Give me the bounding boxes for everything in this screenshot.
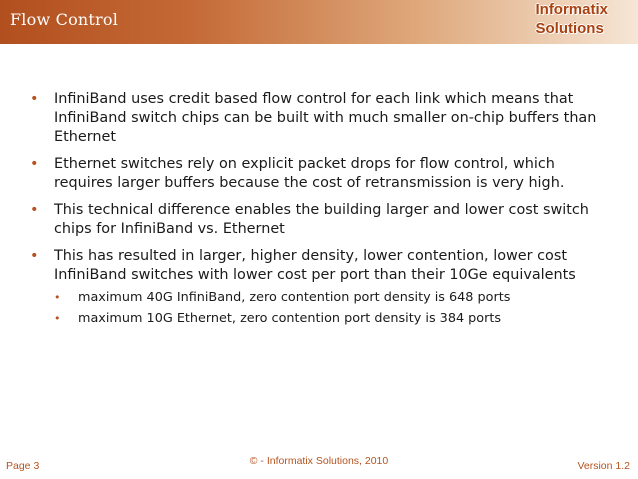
copyright-text: © - Informatix Solutions, 2010 [249,455,389,467]
slide-title: Flow Control [10,10,119,29]
bullet-list [30,90,600,331]
sub-bullet-icon: • [54,291,61,304]
version-label: Version 1.2 [577,460,630,472]
sub-bullet-item [54,310,600,327]
slide-header [0,0,638,44]
bullet-item [30,201,600,239]
bullet-icon: • [30,91,39,107]
bullet-text: This technical difference enables the building larger and lower cost switch chips for InfiniBand vs. Ethernet [54,202,589,237]
sub-bullet-text: maximum 40G InfiniBand, zero contention port density is 648 ports [78,290,511,305]
page-number: Page 3 [6,460,40,472]
bullet-icon: • [30,248,39,264]
bullet-item [30,155,600,193]
sub-bullet-list [30,289,600,327]
bullet-text: This has resulted in larger, higher density, lower contention, lower cost InfiniBand switches with lower cost per port than their 10Ge equivalents [54,248,576,283]
sub-bullet-icon: • [54,312,61,325]
bullet-icon: • [30,156,39,172]
sub-bullet-text: maximum 10G Ethernet, zero contention port density is 384 ports [78,311,502,326]
sub-bullet-item [54,289,600,306]
logo-line-1: Informatix [535,1,608,18]
bullet-icon: • [30,202,39,218]
logo-line-2: Solutions [535,20,604,37]
bullet-text: Ethernet switches rely on explicit packet drops for flow control, which requires larger buffers because the cost of retransmission is very high. [54,156,565,191]
bullet-item [30,247,600,285]
bullet-text: InfiniBand uses credit based flow control for each link which means that InfiniBand switch chips can be built with much smaller on-chip buffers than Ethernet [54,91,597,145]
bullet-item [30,90,600,147]
company-logo [535,0,608,38]
